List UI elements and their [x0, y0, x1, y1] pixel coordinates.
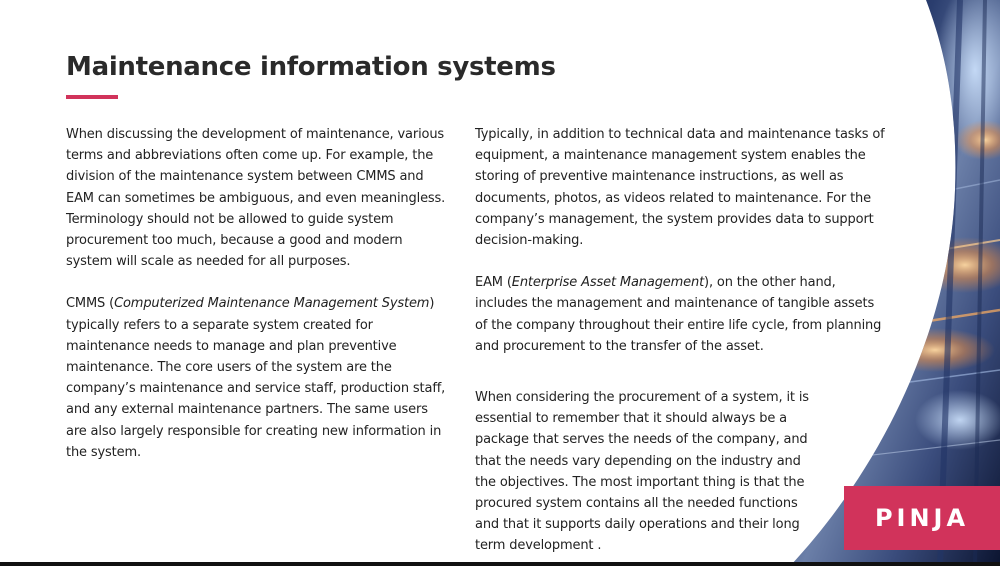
paragraph-cmms — [66, 293, 452, 463]
right-column — [475, 124, 907, 557]
paragraph-gap — [475, 357, 907, 387]
eam-full-name: Enterprise Asset Management — [511, 275, 705, 291]
eam-description: ), on the other hand, includes the management and maintenance of tangible assets of the company throughout their entire life cycle, from planning and procurement to the transfer of the asset. — [475, 275, 882, 354]
paragraph-gap — [475, 251, 907, 272]
paragraph-procurement: When considering the procurement of a system, it is essential to remember that it should always be a package that serves the needs of the company, and that the needs vary depending on the industry and the objectives. The most important thing is that the procured system contains all the needed functions and that it supports daily operations and their long term development . — [475, 390, 809, 554]
cmms-description: ) typically refers to a separate system created for maintenance needs to manage and plan preventive maintenance. The core users of the system are the company’s maintenance and service staff, production staff, and any external maintenance partners. The same users are also largely responsible for creating new information in the system. — [66, 296, 446, 460]
cmms-prefix: CMMS ( — [66, 296, 115, 312]
paragraph-system-storage: Typically, in addition to technical data and maintenance tasks of equipment, a maintenance management system enables the storing of preventive maintenance instructions, as well as documents, photos, as videos related to maintenance. For the company’s management, the system provides data to support decision-making. — [475, 127, 885, 249]
paragraph-eam — [475, 272, 885, 357]
paragraph-gap — [66, 272, 452, 293]
bottom-bar — [0, 562, 1000, 566]
logo-text: PINJA — [874, 504, 970, 532]
pinja-logo — [844, 486, 1000, 550]
title-underline — [66, 95, 118, 99]
left-column — [66, 124, 452, 463]
cmms-full-name: Computerized Maintenance Management System — [114, 296, 430, 312]
eam-prefix: EAM ( — [475, 275, 512, 291]
page-title: Maintenance information systems — [66, 52, 556, 82]
paragraph-terminology: When discussing the development of maintenance, various terms and abbreviations often come up. For example, the division of the maintenance system between CMMS and EAM can sometimes be ambiguous, and even meaningless. Terminology should not be allowed to guide system procurement too much, because a good and modern system will scale as needed for all purposes. — [66, 127, 446, 270]
